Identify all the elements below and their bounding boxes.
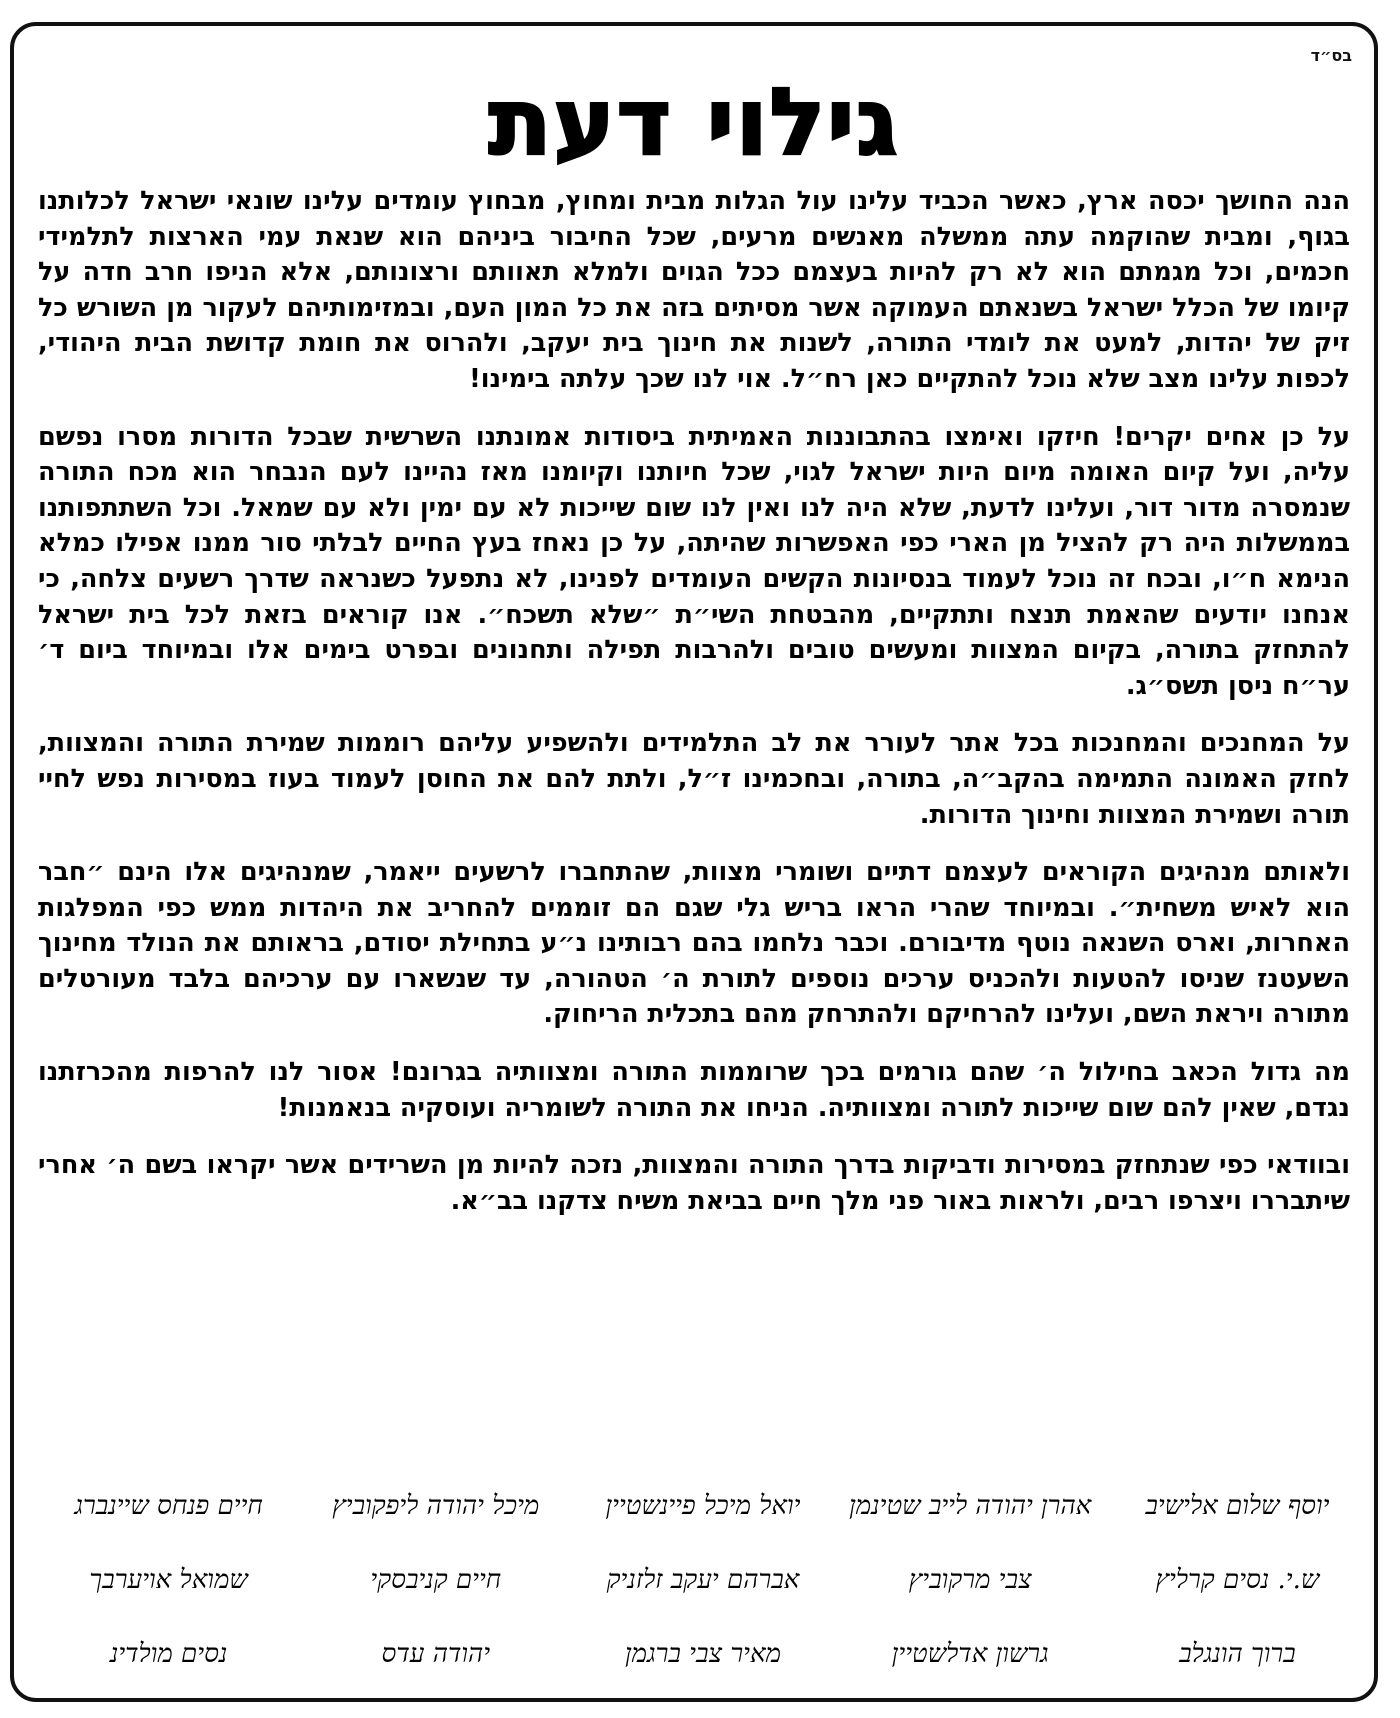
paragraph-5: מה גדול הכאב בחילול ה׳ שהם גורמים בכך שרוממות התורה ומצוותיה בגרונם! אסור לנו להרפות מהכרזתנו נגדם, שאין להם שום שייכות לתורה ומצוותיה. הניחו את התורה לשומריה ועוסקיה בנאמנות! [38, 1057, 1350, 1123]
signature: צבי מרקוביץ [908, 1565, 1032, 1595]
notice-body [38, 184, 1350, 1241]
bsd-header: בס״ד [1310, 46, 1352, 65]
paragraph-6: ובוודאי כפי שנתחזק במסירות ודביקות בדרך התורה והמצוות, נזכה להיות מן השרידים אשר יקראו בשם ה׳ אחרי שיתבררו ויצרפו רבים, ולראות באור פני מלך חיים בביאת משיח צדקנו בב״א. [38, 1150, 1350, 1216]
signature: יואל מיכל פיינשטיין [605, 1491, 801, 1521]
signature: חיים פנחס שיינברג [74, 1491, 263, 1521]
paragraph-2: על כן אחים יקרים! חיזקו ואימצו בהתבוננות האמיתית ביסודות אמונתנו השרשית שבכל הדורות מסרו נפשם עליה, ועל קיום האומה מיום היות ישראל לגוי, שכל חיותנו וקיומנו מאז נהיינו לעם הנבחר הוא מכח התורה שנמסרה מדור דור, ועלינו לדעת, שלא היה לנו ואין לנו שום שייכות לא עם ימין ולא עם שמאל. וכל השתתפותנו בממשלות היה רק להציל מן הארי כפי האפשרות שהיתה, על כן נאחז בעץ החיים לבלתי סור ממנו אפילו כמלא הנימא ח״ו, ובכח זה נוכל לעמוד בנסיונות הקשים העומדים לפנינו, לא נתפעל כשנראה שדרך רשעים צלחה, כי אנחנו יודעים שהאמת תנצח ותתקיים, מהבטחת השי״ת ״שלא תשכח״. אנו קוראים בזאת לכל בית ישראל להתחזק בתורה, בקיום המצוות ומעשים טובים ולהרבות תפילה ותחנונים ובפרט בימים אלו ובמיוחד ביום ד׳ ער״ח ניסן תשס״ג. [38, 421, 1350, 701]
signature: אהרן יהודה לייב שטינמן [849, 1491, 1092, 1521]
signatures-grid [40, 1486, 1366, 1674]
signature: מיכל יהודה ליפקוביץ [332, 1491, 540, 1521]
notice-frame [10, 22, 1378, 1702]
page-title: גילוי דעת [488, 69, 900, 176]
signature: יוסף שלום אלישיב [1145, 1491, 1330, 1521]
signature: חיים קניבסקי [370, 1565, 502, 1595]
signature: נסים מולדינ [109, 1639, 228, 1669]
signature: יהודה עדס [381, 1639, 491, 1669]
paragraph-3: על המחנכים והמחנכות בכל אתר לעורר את לב התלמידים ולהשפיע עליהם רוממות שמירת התורה והמצוות, לחזק האמונה התמימה בהקב״ה, בתורה, ובחכמינו ז״ל, ולתת להם את החוסן לעמוד בעוז במסירות נפש לחיי תורה ושמירת המצוות וחינוך הדורות. [38, 728, 1350, 830]
signature: שמואל אויערבך [89, 1565, 248, 1595]
signature: מאיר צבי ברגמן [624, 1639, 782, 1669]
signature: אברהם יעקב זלזניק [606, 1565, 800, 1595]
signature: ברוך הונגלב [1179, 1639, 1296, 1669]
paragraph-4: ולאותם מנהיגים הקוראים לעצמם דתיים ושומרי מצוות, שהתחברו לרשעים ייאמר, שמנהיגים אלו הינם ״חבר הוא לאיש משחית״. ובמיוחד שהרי הראו בריש גלי שגם הם זוממים להחריב את היהדות ממש כפי המפלגות האחרות, וארס השנאה נוטף מדיבורם. וכבר נלחמו בהם רבותינו נ״ע בתחילת יסודם, בראותם את הנולד מחינוך השעטנז שניסו להטעות ולהכניס ערכים נוספים לתורת ה׳ הטהורה, עד שנשארו עם ערכיהם בלבד מעורטלים מתורה ויראת השם, ועלינו להרחיקם ולהתרחק מהם בתכלית הריחוק. [38, 857, 1350, 1030]
signature: גרשון אדלשטיין [891, 1639, 1049, 1669]
paragraph-1: הנה החושך יכסה ארץ, כאשר הכביד עלינו עול הגלות מבית ומחוץ, מבחוץ עומדים עלינו שונאי ישראל לכלותנו בגוף, ומבית שהוקמה עתה ממשלה מאנשים מרעים, שכל החיבור ביניהם הוא שנאת עמי הארצות לתלמידי חכמים, וכל מגמתם הוא לא רק להיות בעצמם ככל הגוים ולמלא תאוותם ורצונותם, אלא הניפו חרב חדה על קיומו של הכלל ישראל בשנאתם העמוקה אשר מסיתים בזה את כל המון העם, ובמזימותיהם לעקור מן השורש כל זיק של יהדות, למעט את לומדי התורה, לשנות את חינוך בית יעקב, ולהרוס את חומת קדושת הבית היהודי, לכפות עלינו מצב שלא נוכל להתקיים כאן רח״ל. אוי לנו שכך עלתה בימינו! [38, 186, 1350, 394]
signature: ש.י. נסים קרליץ [1155, 1565, 1320, 1595]
